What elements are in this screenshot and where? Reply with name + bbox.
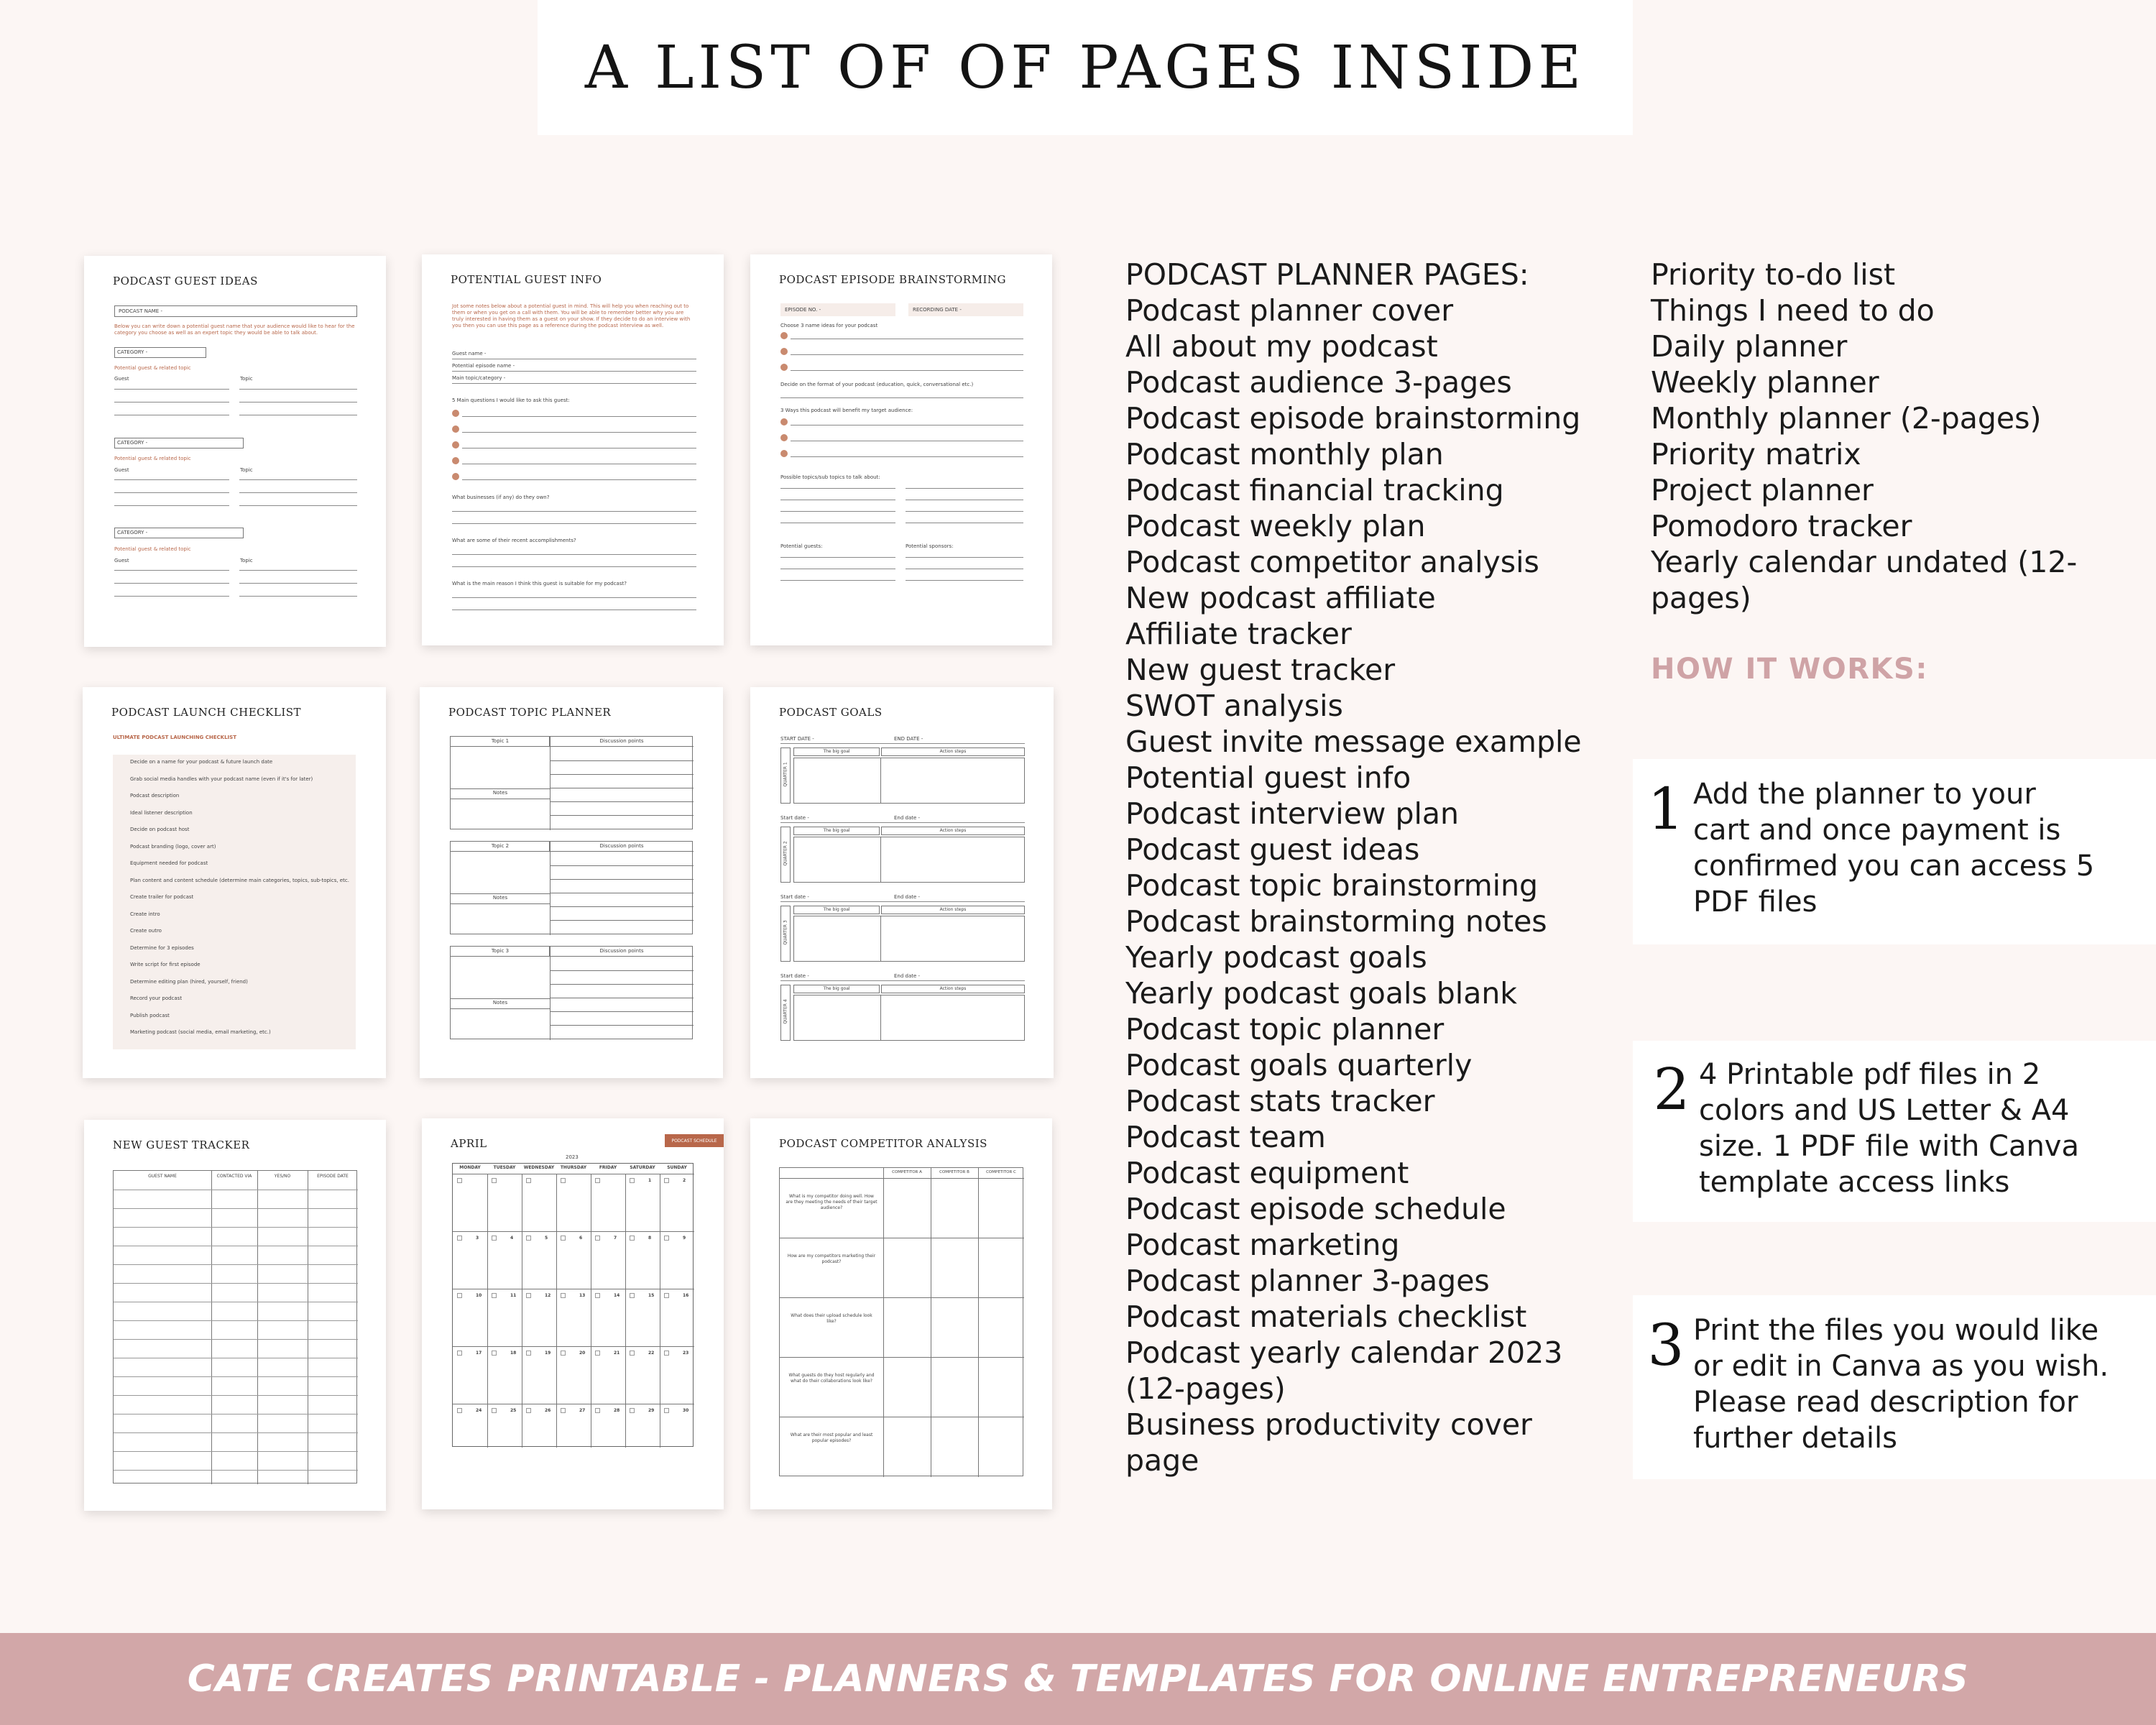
page-list-item: Podcast equipment: [1125, 1156, 1409, 1190]
checklist-item-text: Ideal listener description: [130, 809, 193, 816]
step-text: Add the planner to your cart and once payment is confirmed you can access 5 PDF files: [1693, 778, 2095, 919]
weekday-label: THURSDAY: [560, 1165, 587, 1170]
episode-name-field: Potential episode name -: [452, 363, 515, 369]
checklist-panel: [113, 755, 356, 1049]
page-list-item: SWOT analysis: [1125, 689, 1343, 723]
calendar-date: 30: [683, 1408, 689, 1413]
calendar-date: 29: [648, 1408, 655, 1413]
topic-block: [450, 736, 693, 829]
checklist-item-text: Determine for 3 episodes: [130, 944, 194, 951]
checklist-item-text: Grab social media handles with your podcast name (even if it's for later): [130, 776, 313, 782]
quarter-label: QUARTER 1: [783, 762, 788, 787]
calendar-date: 27: [579, 1408, 586, 1413]
page-list-item: Podcast episode brainstorming: [1125, 401, 1581, 436]
calendar-date: 25: [510, 1408, 517, 1413]
calendar-date: 10: [476, 1293, 482, 1298]
topic-block: [450, 946, 693, 1039]
weekday-label: SUNDAY: [667, 1165, 687, 1170]
page-list-item: Podcast marketing: [1125, 1228, 1400, 1262]
big-goal-label: The big goal: [823, 907, 850, 912]
competitor-question: What does their upload schedule look like?: [791, 1313, 872, 1324]
potential-label: Potential guest & related topic: [114, 456, 191, 461]
checklist-item: [120, 878, 350, 895]
thumbnail-guest-info: [422, 254, 724, 645]
page-list-item: Podcast materials checklist: [1125, 1300, 1527, 1334]
page-list-item: Priority matrix: [1651, 437, 1861, 472]
calendar-date: 2: [683, 1178, 686, 1183]
discussion-label: Discussion points: [599, 738, 644, 744]
checklist-item: [120, 759, 350, 776]
calendar-date: 14: [614, 1293, 620, 1298]
page-list-item: Podcast planner 3-pages: [1125, 1264, 1490, 1298]
category-label: CATEGORY -: [117, 440, 148, 446]
page-list-item: Podcast financial tracking: [1125, 473, 1504, 507]
footer-text: CATE CREATES PRINTABLE - PLANNERS & TEMPLATES FOR ONLINE ENTREPRENEURS: [187, 1657, 1969, 1701]
weekday-label: WEDNESDAY: [523, 1165, 555, 1170]
reason-question: What is the main reason I think this guest is suitable for my podcast?: [452, 581, 627, 586]
checklist-item-text: Create trailer for podcast: [130, 894, 194, 900]
thumbnail-guest-tracker: [84, 1120, 386, 1511]
calendar-date: 16: [683, 1293, 689, 1298]
checklist-item-text: Record your podcast: [130, 995, 183, 1001]
calendar-date: 9: [683, 1236, 686, 1241]
page-list-item: Potential guest info: [1125, 760, 1411, 795]
page-list-item: Yearly calendar undated (12- pages): [1651, 545, 2078, 615]
step-text: 4 Printable pdf files in 2 colors and US Letter & A4 size. 1 PDF file with Canva template access links: [1699, 1058, 2079, 1199]
action-steps-label: Action steps: [939, 749, 967, 754]
thumb-title: PODCAST GOALS: [779, 706, 883, 719]
calendar-date: 24: [476, 1408, 482, 1413]
page-list-item: Podcast monthly plan: [1125, 437, 1444, 472]
calendar-date: 6: [579, 1236, 583, 1241]
checklist-item: [120, 776, 350, 794]
calendar-date: 4: [510, 1236, 514, 1241]
notes-label: Notes: [492, 790, 508, 796]
weekday-label: SATURDAY: [630, 1165, 655, 1170]
end-date-label: End date -: [894, 973, 921, 979]
page-list-item: Things I need to do: [1651, 293, 1935, 328]
how-it-works-heading: HOW IT WORKS:: [1651, 653, 1928, 686]
quarter-block: [780, 985, 1025, 1041]
step-number: 2: [1653, 1056, 1690, 1123]
start-date-label: Start date -: [780, 815, 809, 821]
calendar-date: 23: [683, 1351, 689, 1356]
quarter-label: QUARTER 3: [783, 920, 788, 945]
tracker-column-header: YES/NO: [274, 1174, 291, 1179]
sponsors-label: Potential sponsors:: [906, 543, 954, 549]
topic-col: Topic: [240, 558, 253, 564]
page-list-item: Podcast planner cover: [1125, 293, 1454, 328]
page-title: A LIST OF OF PAGES INSIDE: [584, 33, 1586, 102]
notes-label: Notes: [492, 1000, 508, 1006]
guest-col: Guest: [114, 467, 129, 473]
checklist-item: [120, 827, 350, 844]
businesses-question: What businesses (if any) do they own?: [452, 494, 550, 500]
checklist-subtitle: ULTIMATE PODCAST LAUNCHING CHECKLIST: [113, 735, 236, 740]
page-list-item: New guest tracker: [1125, 653, 1396, 687]
calendar-date: 28: [614, 1408, 620, 1413]
tracker-column-header: EPISODE DATE: [317, 1174, 349, 1179]
thumbnail-podcast-goals: [750, 687, 1054, 1078]
page-list-item: Podcast goals quarterly: [1125, 1048, 1473, 1082]
calendar-date: 1: [648, 1178, 652, 1183]
end-date-label: END DATE -: [894, 736, 923, 742]
discussion-label: Discussion points: [599, 948, 644, 954]
thumb-title: POTENTIAL GUEST INFO: [451, 273, 602, 286]
page-list-item: Podcast topic planner: [1125, 1012, 1445, 1046]
title-banner: [538, 0, 1633, 135]
format-label: Decide on the format of your podcast (education, quick, conversational etc.): [780, 382, 974, 387]
quarter-block: [780, 748, 1025, 804]
calendar-date: 22: [648, 1351, 655, 1356]
calendar-date: 8: [648, 1236, 652, 1241]
topic-col: Topic: [240, 467, 253, 473]
guest-col: Guest: [114, 376, 129, 382]
calendar-date: 11: [510, 1293, 517, 1298]
thumbnail-launch-checklist: [83, 687, 386, 1078]
thumb-title: PODCAST GUEST IDEAS: [113, 275, 258, 288]
topic-col: Topic: [240, 376, 253, 382]
topic-label: Topic 2: [491, 843, 510, 849]
calendar-month: APRIL: [451, 1137, 487, 1150]
competitor-question: What are their most popular and least popular episodes?: [790, 1432, 873, 1443]
intro-text: Jot some notes below about a potential guest in mind. This will help you when reaching out to them or when you get on a call with them. You will be able to remember better why you are truly interested in having them as a guest on your show. If they decide to do an interview with you then you can use this page as a reference during the podcast interview as well.: [452, 303, 691, 328]
page-list-item: Podcast guest ideas: [1125, 832, 1420, 867]
episode-no-field: EPISODE NO. -: [785, 307, 821, 313]
page-list-item: All about my podcast: [1125, 329, 1438, 364]
topic-block: [450, 841, 693, 934]
checklist-item-text: Create intro: [130, 911, 160, 917]
checklist-item-text: Write script for first episode: [130, 962, 201, 967]
ideas-label: Choose 3 name ideas for your podcast: [780, 323, 878, 328]
checklist-item-text: Decide on podcast host: [130, 827, 190, 832]
step-2: [1633, 1041, 2156, 1222]
big-goal-label: The big goal: [823, 828, 850, 833]
competitor-column-header: COMPETITOR C: [986, 1170, 1016, 1174]
potential-label: Potential guest & related topic: [114, 365, 191, 371]
tracker-column-header: GUEST NAME: [148, 1174, 177, 1179]
accomplishments-question: What are some of their recent accomplishments?: [452, 538, 576, 543]
checklist-item: [120, 928, 350, 945]
page-list-item: Yearly podcast goals: [1125, 940, 1427, 975]
pages-list-right: [1651, 257, 2111, 616]
subtopics-label: Possible topics/sub topics to talk about:: [780, 474, 880, 480]
checklist-item-text: Marketing podcast (social media, email marketing, etc.): [130, 1029, 271, 1035]
step-1: [1633, 759, 2156, 944]
weekday-label: MONDAY: [459, 1165, 481, 1170]
pages-list-left: [1125, 257, 1585, 1478]
step-number: 3: [1647, 1312, 1685, 1379]
calendar-date: 20: [579, 1351, 586, 1356]
guest-col: Guest: [114, 558, 129, 564]
checklist-item: [120, 945, 350, 962]
start-date-label: START DATE -: [780, 736, 814, 742]
weekday-label: TUESDAY: [493, 1165, 516, 1170]
checklist-item: [120, 995, 350, 1013]
checklist-item: [120, 1013, 350, 1030]
checklist-item-text: Publish podcast: [130, 1012, 170, 1018]
recording-date-field: RECORDING DATE -: [913, 307, 962, 313]
page-list-item: Guest invite message example: [1125, 724, 1582, 759]
competitor-column-header: COMPETITOR A: [892, 1170, 922, 1174]
schedule-badge: PODCAST SCHEDULE: [665, 1134, 724, 1147]
page-list-item: Monthly planner (2-pages): [1651, 401, 2042, 436]
guest-name-field: Guest name -: [452, 351, 487, 356]
checklist-item-text: Determine editing plan (hired, yourself, friend): [130, 978, 248, 985]
thumb-title: NEW GUEST TRACKER: [113, 1138, 250, 1151]
page-list-item: Podcast weekly plan: [1125, 509, 1426, 543]
thumbnail-calendar: [422, 1118, 724, 1509]
quarter-label: QUARTER 4: [783, 999, 788, 1024]
tracker-column-header: CONTACTED VIA: [216, 1174, 252, 1179]
checklist-item-text: Decide on a name for your podcast & future launch date: [130, 759, 273, 765]
calendar-date: 15: [648, 1293, 655, 1298]
page-list-item: Podcast audience 3-pages: [1125, 365, 1512, 400]
thumb-title: PODCAST EPISODE BRAINSTORMING: [779, 273, 1007, 286]
page-list-item: Weekly planner: [1651, 365, 1879, 400]
thumbnail-episode-brainstorming: [750, 254, 1052, 645]
checklist-item: [120, 810, 350, 827]
big-goal-label: The big goal: [823, 749, 850, 754]
checklist-item: [120, 860, 350, 878]
thumb-title: PODCAST COMPETITOR ANALYSIS: [779, 1137, 987, 1150]
thumbnail-guest-ideas: [84, 256, 386, 647]
action-steps-label: Action steps: [939, 907, 967, 912]
calendar-date: 18: [510, 1351, 517, 1356]
calendar-date: 3: [476, 1236, 479, 1241]
discussion-label: Discussion points: [599, 843, 644, 849]
page-list-item: Podcast brainstorming notes: [1125, 904, 1547, 939]
quarter-block: [780, 827, 1025, 883]
calendar-year: 2023: [566, 1154, 579, 1160]
quarter-label: QUARTER 2: [783, 841, 788, 866]
checklist-item-text: Create outro: [130, 928, 162, 934]
page-list-item: Business productivity cover page: [1125, 1407, 1532, 1478]
checklist-item: [120, 962, 350, 979]
checklist-item: [120, 979, 350, 996]
action-steps-label: Action steps: [939, 986, 967, 991]
end-date-label: End date -: [894, 815, 921, 821]
quarter-block: [780, 906, 1025, 962]
thumb-title: PODCAST LAUNCH CHECKLIST: [111, 706, 302, 719]
page-list-item: Podcast competitor analysis: [1125, 545, 1539, 579]
intro-text: Below you can write down a potential guest name that your audience would like to hear for the category you choose as well as an expert topic they would be able to talk about.: [114, 323, 355, 336]
checklist-item: [120, 1029, 350, 1046]
checklist-item: [120, 844, 350, 861]
calendar-date: 19: [545, 1351, 551, 1356]
end-date-label: End date -: [894, 894, 921, 900]
start-date-label: Start date -: [780, 894, 809, 900]
page-list-item: Podcast team: [1125, 1120, 1326, 1154]
weekday-label: FRIDAY: [599, 1165, 617, 1170]
page-list-item: Podcast episode schedule: [1125, 1192, 1506, 1226]
checklist-item-text: Plan content and content schedule (determine main categories, topics, sub-topics, etc.: [130, 877, 349, 883]
page-list-item: Priority to-do list: [1651, 257, 1896, 292]
page-list-item: Podcast stats tracker: [1125, 1084, 1435, 1118]
step-text: Print the files you would like or edit in Canva as you wish. Please read description for further details: [1693, 1314, 2109, 1455]
page-list-item: Yearly podcast goals blank: [1125, 976, 1518, 1011]
questions-label: 5 Main questions I would like to ask this guest:: [452, 397, 570, 403]
page-list-item: Pomodoro tracker: [1651, 509, 1912, 543]
thumbnail-competitor-analysis: [750, 1118, 1052, 1509]
topic-label: Topic 3: [491, 948, 510, 954]
thumbnail-topic-planner: [420, 687, 723, 1078]
page-list-item: Project planner: [1651, 473, 1874, 507]
topic-field: Main topic/category -: [452, 375, 506, 381]
page-list-item: PODCAST PLANNER PAGES:: [1125, 257, 1529, 292]
action-steps-label: Action steps: [939, 828, 967, 833]
benefit-label: 3 Ways this podcast will benefit my target audience:: [780, 408, 913, 413]
competitor-question: How are my competitors marketing their podcast?: [787, 1254, 876, 1264]
page-list-item: Podcast yearly calendar 2023 (12-pages): [1125, 1335, 1563, 1406]
notes-label: Notes: [492, 895, 508, 901]
checklist-item-text: Equipment needed for podcast: [130, 860, 208, 866]
category-label: CATEGORY -: [117, 349, 148, 355]
guests-label: Potential guests:: [780, 543, 823, 549]
topic-label: Topic 1: [491, 738, 510, 744]
thumb-title: PODCAST TOPIC PLANNER: [448, 706, 612, 719]
page-list-item: Daily planner: [1651, 329, 1848, 364]
step-number: 1: [1647, 776, 1685, 842]
calendar-date: 12: [545, 1293, 551, 1298]
checklist-item-text: Podcast branding (logo, cover art): [130, 843, 216, 850]
calendar-date: 13: [579, 1293, 586, 1298]
page-list-item: Podcast topic brainstorming: [1125, 868, 1539, 903]
potential-label: Potential guest & related topic: [114, 546, 191, 552]
calendar-date: 17: [476, 1351, 482, 1356]
name-label: PODCAST NAME -: [119, 308, 162, 314]
category-label: CATEGORY -: [117, 530, 148, 535]
checklist-item: [120, 793, 350, 810]
step-3: [1633, 1295, 2156, 1479]
checklist-item: [120, 911, 350, 929]
checklist-item-text: Podcast description: [130, 793, 180, 799]
page-list-item: Podcast interview plan: [1125, 796, 1460, 831]
big-goal-label: The big goal: [823, 986, 850, 991]
calendar-date: 21: [614, 1351, 620, 1356]
calendar-date: 5: [545, 1236, 548, 1241]
calendar-date: 26: [545, 1408, 551, 1413]
competitor-question: What guests do they host regularly and what do their collaborations look like?: [788, 1373, 875, 1384]
competitor-question: What is my competitor doing well. How are they meeting the needs of their target audience?: [786, 1194, 877, 1210]
calendar-date: 7: [614, 1236, 617, 1241]
competitor-column-header: COMPETITOR B: [939, 1170, 969, 1174]
page-list-item: New podcast affiliate: [1125, 581, 1436, 615]
start-date-label: Start date -: [780, 973, 809, 979]
checklist-item: [120, 894, 350, 911]
footer-banner: [0, 1633, 2156, 1725]
page-list-item: Affiliate tracker: [1125, 617, 1352, 651]
